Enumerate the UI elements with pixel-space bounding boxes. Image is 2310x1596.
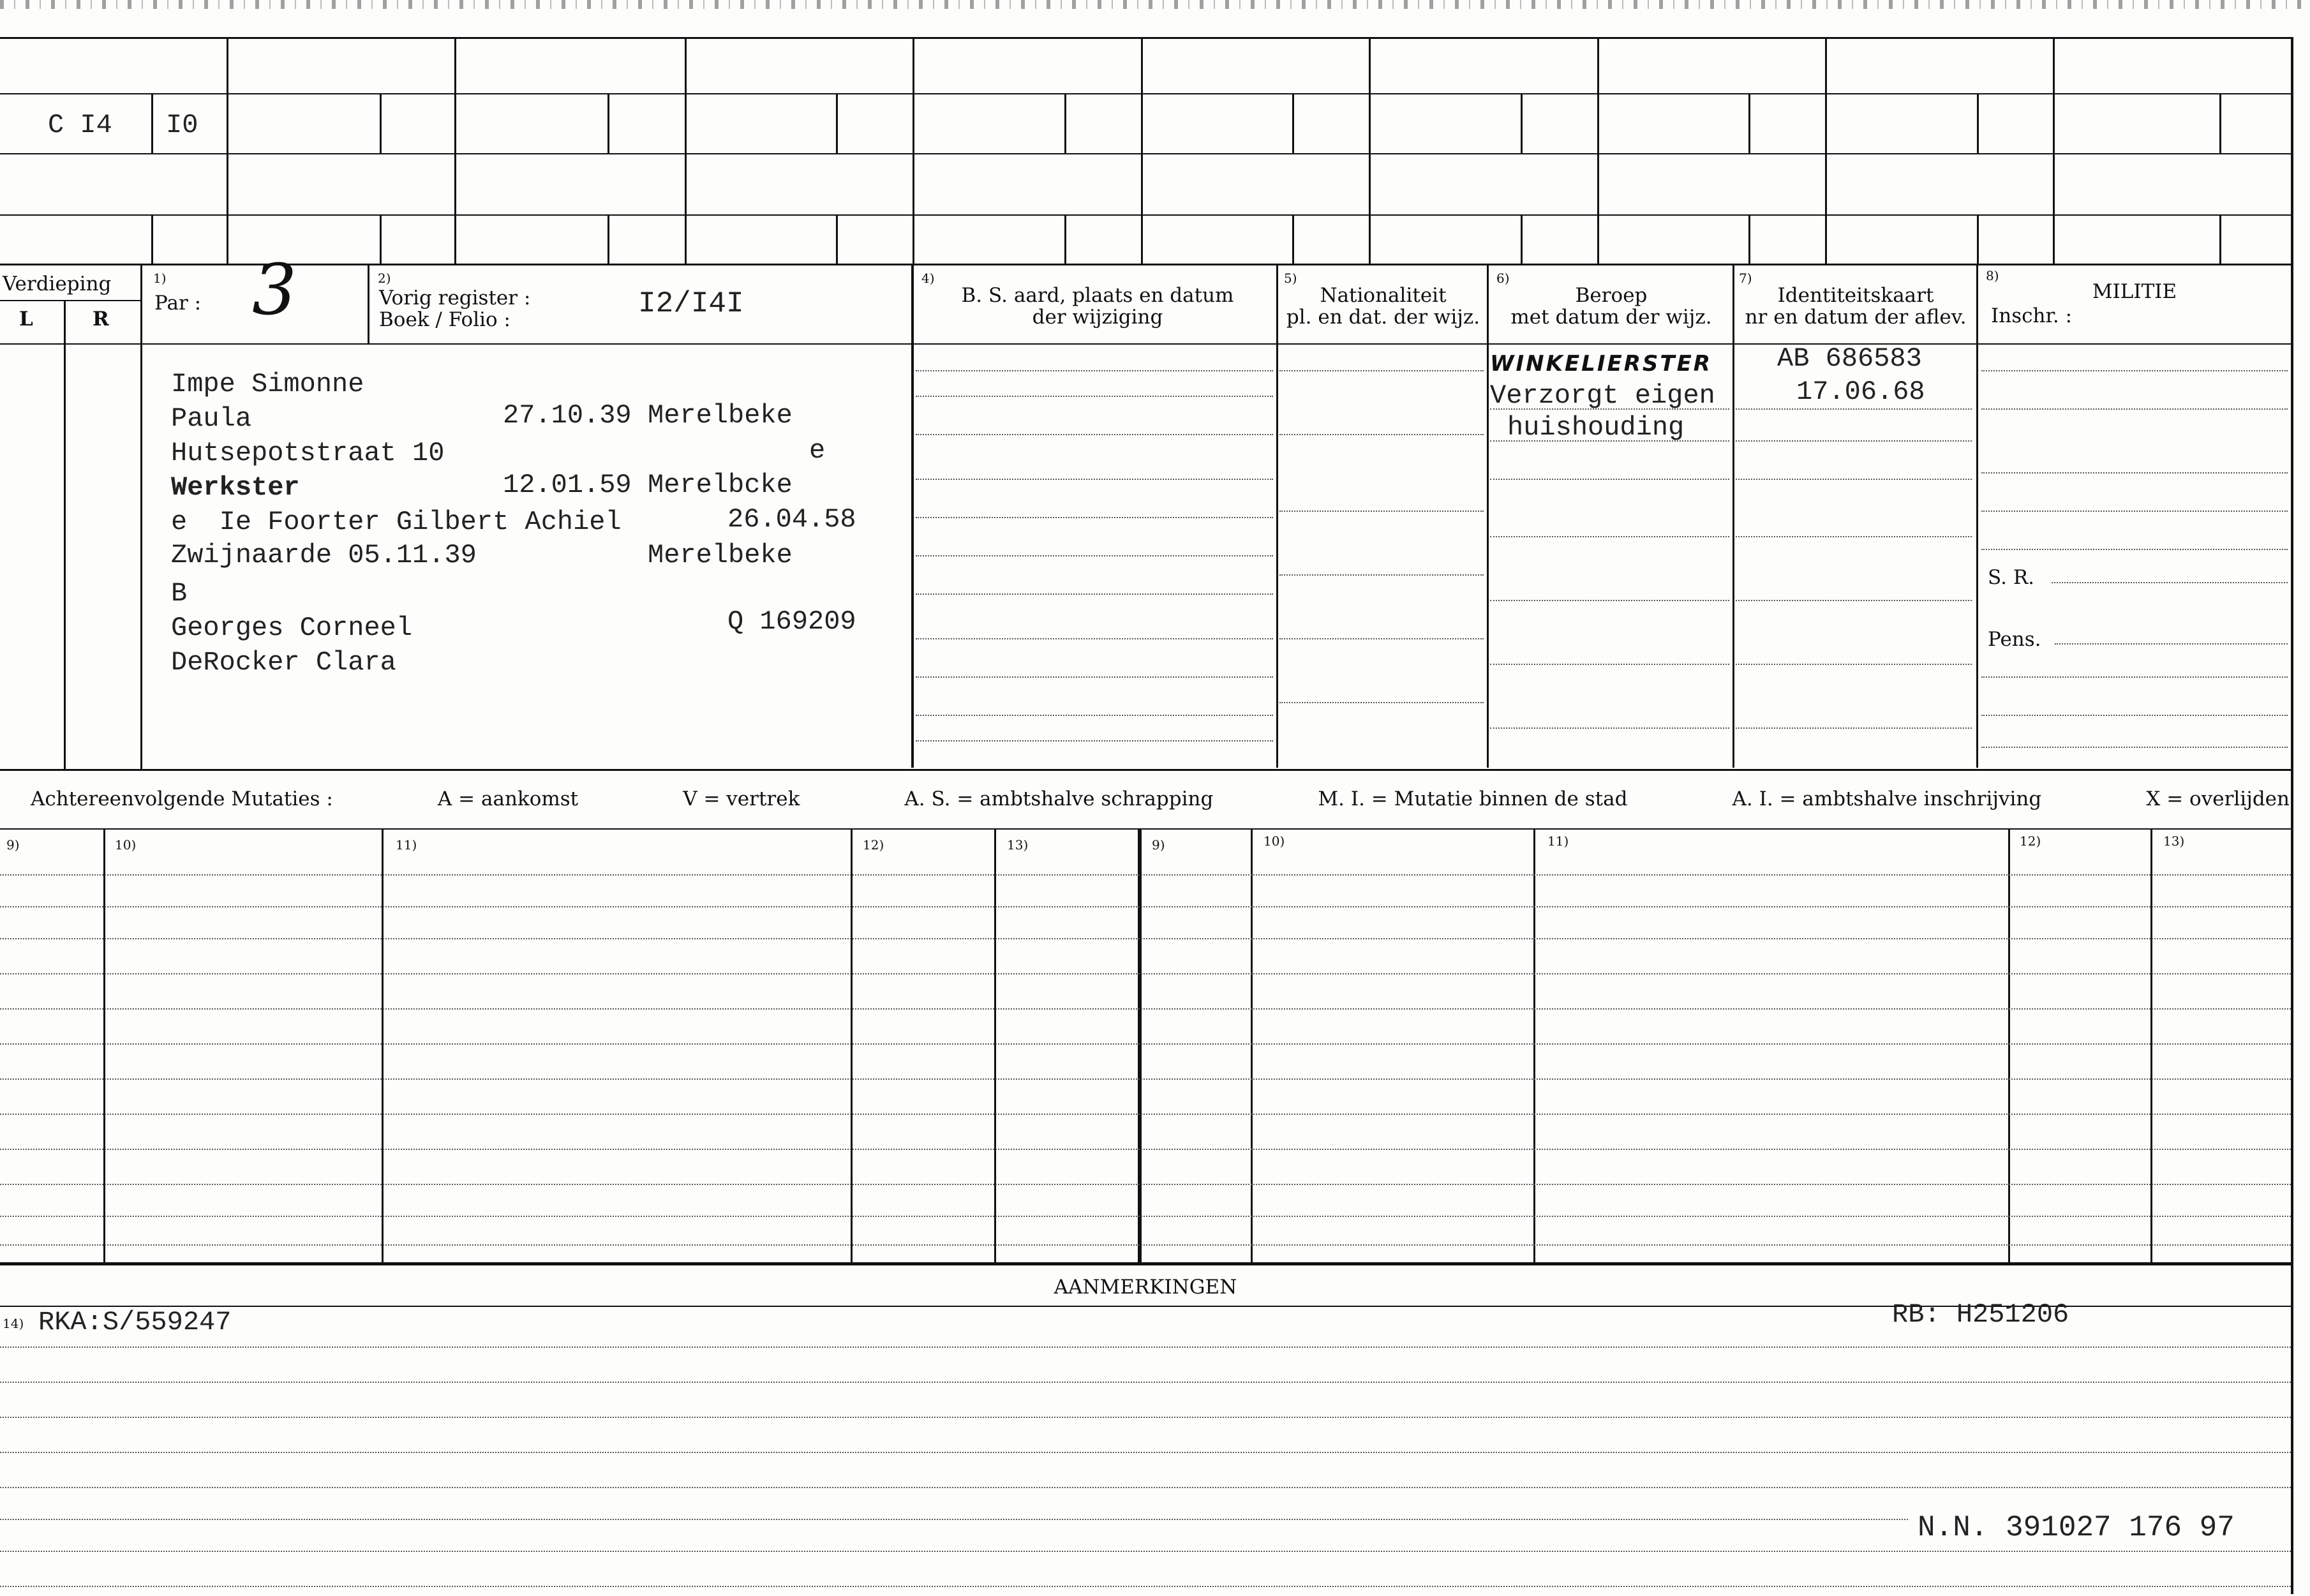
mut-col: 12) [2020, 833, 2041, 849]
code-c14: C I4 [48, 110, 112, 140]
person-place: Merelbeke [648, 400, 793, 431]
bs-num: 4) [921, 271, 935, 286]
militie-inschr: Inschr. : [1991, 304, 2073, 327]
mut-col: 12) [863, 837, 884, 853]
ident-num: 7) [1739, 271, 1752, 286]
mutaties-legend [31, 787, 2290, 810]
remarks-nn: N.N. 391027 176 97 [1918, 1511, 2235, 1544]
person-mark: e [809, 435, 826, 466]
bs-line1: B. S. aard, plaats en datum [961, 284, 1234, 307]
person-line: Paula [171, 403, 252, 434]
person-line: Georges Corneel [171, 613, 413, 643]
militie-title: MILITIE [2092, 280, 2177, 303]
vorig-value: I2/I4I [638, 287, 744, 320]
ident-date: 17.06.68 [1796, 377, 1925, 407]
nat-line1: Nationaliteit [1320, 284, 1447, 307]
person-date: 26.04.58 [727, 504, 856, 535]
beroep-line1: Beroep [1575, 284, 1648, 307]
beroep-line2: Verzorgt eigen [1490, 380, 1715, 411]
mutatie-item: M. I. = Mutatie binnen de stad [1318, 787, 1628, 810]
mutatie-item: V = vertrek [683, 787, 800, 810]
mutatie-item: A. S. = ambtshalve schrapping [904, 787, 1214, 810]
par-value: 3 [252, 249, 297, 331]
person-date: 27.10.39 [503, 400, 632, 431]
person-line: e Ie Foorter Gilbert Achiel [171, 507, 622, 537]
person-line: B [171, 578, 188, 609]
remarks-title: AANMERKINGEN [1054, 1276, 1237, 1299]
mut-col: 11) [396, 837, 417, 853]
mut-col: 11) [1547, 833, 1569, 849]
person-line: DeRocker Clara [171, 647, 396, 678]
mutatie-item: A = aankomst [437, 787, 579, 810]
mutatie-item: A. I. = ambtshalve inschrijving [1732, 787, 2042, 810]
remarks-rb: RB: H251206 [1892, 1299, 2069, 1330]
person-line: Zwijnaarde 05.11.39 [171, 540, 477, 571]
mutaties-title: Achtereenvolgende Mutaties : [31, 787, 333, 810]
militie-num: 8) [1986, 268, 1999, 283]
mut-col: 9) [6, 837, 20, 853]
beroep-num: 6) [1496, 271, 1510, 286]
mut-col: 13) [2163, 833, 2185, 849]
ident-line2: nr en datum der aflev. [1745, 306, 1967, 329]
vorig-label: Vorig register : [379, 287, 531, 310]
mut-col: 10) [1263, 833, 1285, 849]
boek-folio-label: Boek / Folio : [379, 308, 510, 331]
militie-sr: S. R. [1988, 566, 2035, 589]
mut-col: 9) [1152, 837, 1165, 853]
person-date: Q 169209 [727, 606, 856, 637]
person-place: Merelbcke [648, 470, 793, 500]
beroep-handwritten: WINKELIERSTER [1490, 351, 1712, 377]
l-label: L [19, 308, 33, 331]
mut-col: 13) [1007, 837, 1029, 853]
person-date: 12.01.59 [503, 470, 632, 500]
vorig-num: 2) [378, 271, 391, 286]
mut-col: 10) [115, 837, 137, 853]
r-label: R [93, 308, 109, 331]
militie-pens: Pens. [1988, 628, 2041, 651]
person-line: Werkster [171, 472, 300, 503]
remarks-num: 14) [3, 1316, 24, 1331]
ident-line1: Identiteitskaart [1777, 284, 1934, 307]
beroep-line3: huishouding [1507, 412, 1685, 443]
person-place: Merelbeke [648, 540, 793, 571]
person-line: Impe Simonne [171, 369, 364, 399]
par-num: 1) [153, 271, 167, 286]
bs-line2: der wijziging [1032, 306, 1163, 329]
nat-num: 5) [1284, 271, 1297, 286]
mutatie-item: X = overlijden [2146, 787, 2290, 810]
ident-number: AB 686583 [1777, 343, 1922, 374]
scanned-top-edge [0, 0, 2310, 9]
verdieping-label: Verdieping [3, 272, 112, 295]
code-10: I0 [166, 110, 198, 140]
remarks-rka: RKA:S/559247 [38, 1307, 232, 1338]
par-label: Par : [154, 292, 202, 315]
nat-line2: pl. en dat. der wijz. [1286, 306, 1480, 329]
person-line: Hutsepotstraat 10 [171, 438, 445, 468]
beroep-line2: met datum der wijz. [1510, 306, 1712, 329]
